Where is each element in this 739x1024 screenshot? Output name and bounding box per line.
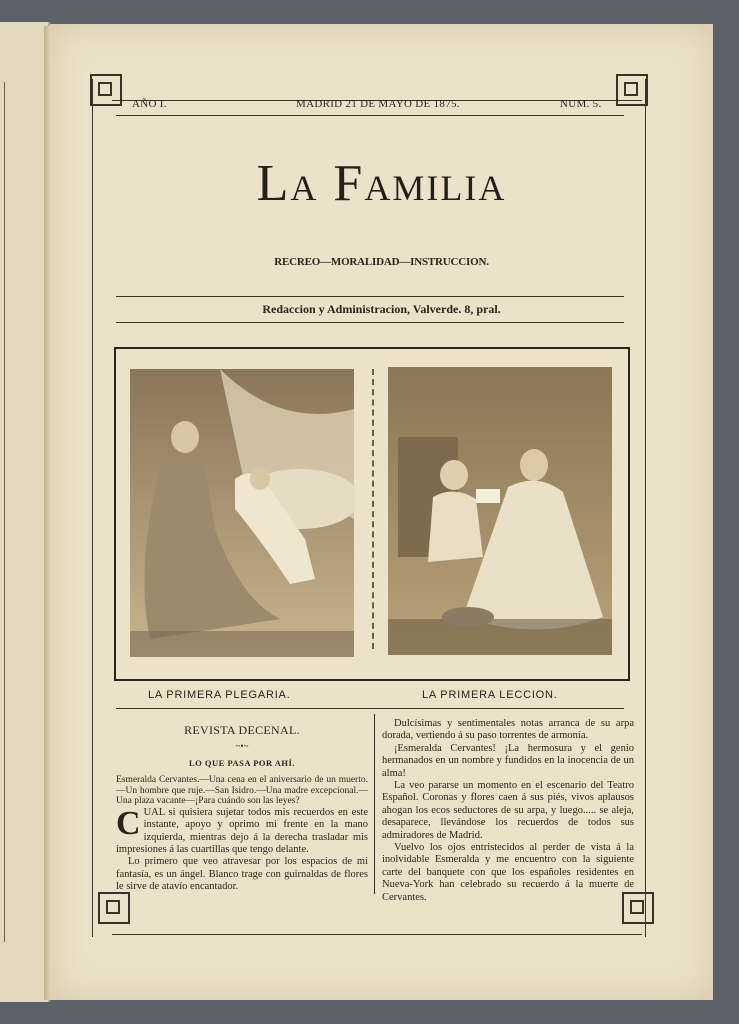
section-title: REVISTA DECENAL. (184, 723, 300, 737)
caption-plegaria: LA PRIMERA PLEGARIA. (148, 689, 291, 701)
article-left-column (116, 722, 368, 894)
article-summary: Esmeralda Cervantes.—Una cena en el aniversario de un muerto.—Un hombre que ruje.—San Isidro.—Una madre excepcional.—Una plaza vacante—¡Para cuándo son las leyes? (116, 775, 368, 807)
illustrations-frame (114, 347, 630, 681)
masthead-title: La Familia (256, 155, 507, 212)
article-right-column (382, 718, 634, 904)
corner-ornament (90, 74, 122, 106)
corner-ornament (98, 892, 130, 924)
paragraph: Dulcísimas y sentimentales notas arranca de su arpa dorada, vertiendo á su paso torrentes de armonía. (382, 718, 634, 742)
article-heading: LO QUE PASA POR AHÍ. (189, 757, 295, 768)
plate-image-leccion (388, 367, 612, 655)
paragraph: La veo pararse un momento en el escenario del Teatro Español. Coronas y flores caen á sus piés, vivos aplausos ahogan los ecos seductores de su arpa, y luego..... se aleja, desaparece, llevándose los recuerdos de todos sus admiradores de Madrid. (382, 780, 634, 841)
dateline: MADRID 21 DE MAYO DE 1875. (296, 98, 460, 110)
facing-page-edge (0, 22, 50, 1002)
masthead-subtitle: RECREO—MORALIDAD—INSTRUCCION. (274, 256, 489, 268)
paragraph: ¡Esmeralda Cervantes! ¡La hermosura y el genio hermanados en un nombre y fundidos en la inocencia de un alma! (382, 742, 634, 779)
plate-image-plegaria (130, 369, 354, 657)
corner-ornament (616, 74, 648, 106)
paragraph: Vuelvo los ojos entristecidos al perder de vista á la inolvidable Esmeralda y me encuentro con la siguiente carte del banquete con que los españoles residentes en Nueva-York han celebrado su recuerdo á la muerte de Cervantes. (382, 842, 634, 903)
issue-number: NUM. 5. (560, 98, 602, 110)
issue-year: AÑO I. (132, 98, 167, 110)
drop-cap: C (116, 804, 141, 842)
paragraph: CUAL si quisiera sujetar todos mis recuerdos en este instante, apoyo y oprimo mi frente en la mano izquierda, mientras dejo á la derecha trasladar mis impresiones á las cuartillas que tengo delante. (116, 804, 368, 855)
paragraph: Lo primero que veo atravesar por los espacios de mi fantasía, es un ángel. Blanco trage con guirnaldas de flores le sirve de atavío encantador. (116, 856, 368, 893)
address-line: Redaccion y Administracion, Valverde. 8, pral. (262, 302, 501, 316)
caption-leccion: LA PRIMERA LECCION. (422, 689, 558, 701)
ornament: ~•~ (235, 741, 249, 752)
newspaper-page (50, 24, 713, 1000)
